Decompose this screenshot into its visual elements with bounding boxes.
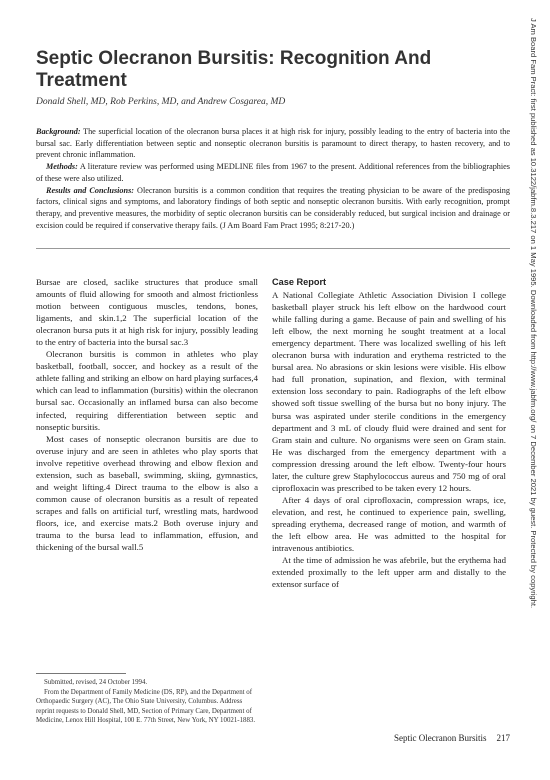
footnote-divider — [36, 673, 126, 674]
footnote — [36, 678, 258, 726]
page-number: 217 — [496, 733, 510, 743]
body-paragraph: Olecranon bursitis is common in athletes who play basketball, football, soccer, and hockey as a result of the athlete falling and striking an elbow on hard playing surfaces,4 which can lead to inflammation (bursitis) within the olecranon bursal sac. Occasionally an inflamed bursa can also become infected, requiring differentiation between septic and nonseptic bursitis. — [36, 349, 258, 432]
case-report-paragraph: At the time of admission he was afebrile, but the erythema had extended proximally to the left upper arm and distally to the extensor surface of — [272, 555, 506, 590]
copyright-side-note: J Am Board Fam Pract: first published as 10.3122/jabfm.8.3.217 on 1 May 1995. Downloaded from http://www.jabfm.org/ on 7 December 2021 by guest. Protected by copyright. — [529, 18, 538, 609]
abstract-background — [36, 126, 510, 161]
results-label: Results and Conclusions: — [46, 185, 134, 195]
abstract-results — [36, 185, 510, 232]
body-right-column — [272, 276, 506, 590]
results-text: Olecranon bursitis is a common condition that requires the treating physician to be aware of the predisposing factors, clinical signs and symptoms, and laboratory findings of both septic and nonseptic olecranon bursitis. With early recognition, prompt therapy, and preventive measures, the morbidity of septic olecranon bursitis can be considerably reduced, but surgical incision and drainage or excision could be required if conservative therapy fails. (J Am Board Fam Pract 1995; 8:217-20.) — [36, 185, 510, 230]
abstract-divider — [36, 248, 510, 249]
methods-label: Methods: — [46, 162, 78, 172]
case-report-paragraph: A National Collegiate Athletic Association Division I college basketball player struck his left elbow on the hardwood court while falling during a game. Because of pain and swelling of his left elbow, the next morning he sought treatment at a local emergency department. There was localized swelling of his left olecranon bursa with induration and erythema restricted to the bursal area. No abrasions or skin lesions were visible. His elbow had full pronation, supination, and flexion, with terminal extension loss secondary to pain. Radiographs of the left elbow showed soft tissue swelling of the bursa but no bony injury. The bursa was aspirated under sterile conditions in the emergency department and 3 mL of cloudy fluid were drained and sent for Gram stain and culture. No organisms were seen on Gram stain. He was discharged from the emergency department with a compression dressing around the left elbow. Twenty-four hours later, the culture grew Staphylococcus aureus and 750 mg of oral ciprofloxacin was prescribed to be taken every 12 hours. — [272, 290, 506, 493]
body-paragraph: Most cases of nonseptic olecranon bursitis are due to overuse injury and are seen in athletes who play sports that involve repetitive overhead throwing and elbow flexion and extension, such as baseball, swimming, skiing, gymnastics, and weight lifting.4 Direct trauma to the elbow is also a common cause of olecranon bursitis as a result of repeated scrapes and falls on artificial turf, wrestling mats, hardwood floors, ice, and exercise mats.2 Both overuse injury and trauma to the bursa lead to inflammation, effusion, and thickening of the bursal wall.5 — [36, 433, 258, 553]
background-text: The superficial location of the olecranon bursa places it at high risk for injury, possibly leading to the entry of bacteria into the bursal sac. Early differentiation between septic and nonseptic olecranon bursitis is paramount to direct therapy, to hasten recovery, and to prevent chronic inflammation. — [36, 127, 510, 160]
abstract-methods — [36, 161, 510, 184]
case-report-heading: Case Report — [272, 277, 327, 287]
page-footer — [320, 733, 510, 743]
methods-text: A literature review was performed using MEDLINE files from 1967 to the present. Additional references from the bibliographies of these were also utilized. — [36, 162, 510, 183]
article-title: Septic Olecranon Bursitis: Recognition And Treatment — [36, 48, 432, 91]
author-affiliation: From the Department of Family Medicine (DS, RP), and the Department of Orthopaedic Surgery (AC), The Ohio State University, Columbus. Address reprint requests to Donald Shell, MD, Section of Primary Care, Department of Medicine, Lenox Hill Hospital, 100 E. 77th Street, New York, NY 10021-1883. — [36, 688, 256, 725]
background-label: Background: — [36, 127, 81, 136]
intro-paragraph: Bursae are closed, saclike structures that produce small amounts of fluid allowing for smooth and almost frictionless motion between contiguous muscles, tendons, bones, ligaments, and skin.1,2 The superficial location of the olecranon bursa puts it at high risk for injury, possibly leading to the entry of bacteria into the bursal sac.3 — [36, 277, 258, 348]
abstract — [36, 126, 510, 231]
case-report-paragraph: After 4 days of oral ciprofloxacin, compression wraps, ice, elevation, and rest, he continued to experience pain, swelling, spreading erythema, decreased range of motion, and warmth of the left elbow area. He was admitted to the hospital for intravenous antibiotics. — [272, 494, 506, 554]
submission-date: Submitted, revised, 24 October 1994. — [44, 679, 148, 686]
body-left-column — [36, 276, 258, 553]
running-title: Septic Olecranon Bursitis — [394, 733, 487, 743]
author-list: Donald Shell, MD, Rob Perkins, MD, and Andrew Cosgarea, MD — [36, 97, 286, 107]
